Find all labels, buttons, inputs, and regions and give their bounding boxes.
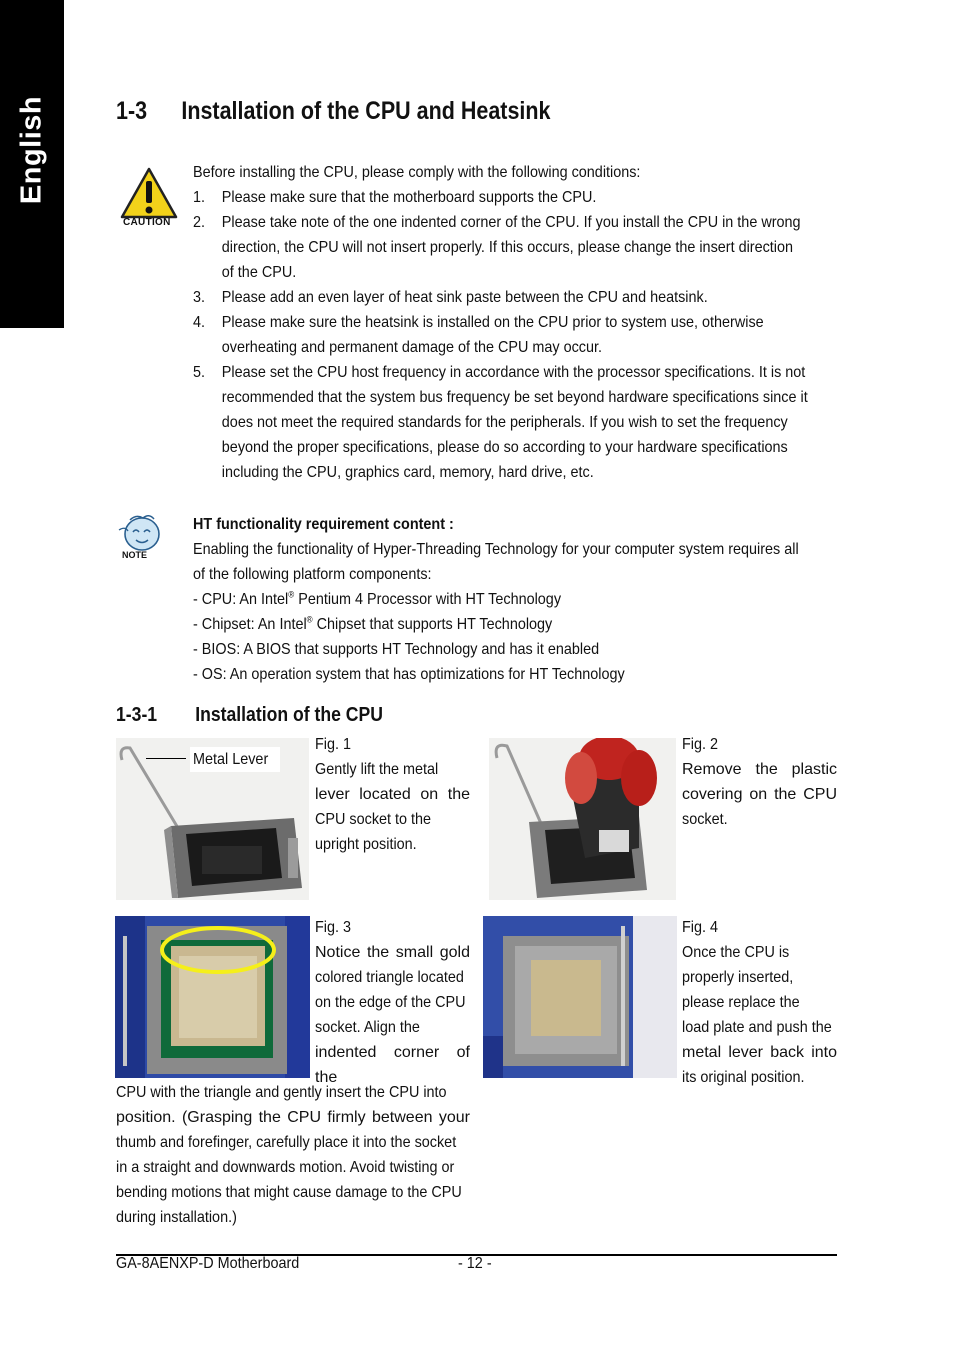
metal-lever-callout-line bbox=[146, 758, 186, 759]
caution-item-text: Please make sure that the motherboard supports the CPU. bbox=[221, 189, 597, 206]
fig4-photo bbox=[483, 916, 677, 1078]
fig3-label: Fig. 3 bbox=[315, 919, 352, 936]
caution-item-number: 2. bbox=[193, 214, 206, 231]
fig4-line: load plate and push the bbox=[682, 1019, 832, 1036]
note-os-req: - OS: An operation system that has optimizations for HT Technology bbox=[193, 666, 625, 683]
caution-list-item bbox=[193, 285, 837, 310]
note-cpu-pre: - CPU: An Intel bbox=[193, 591, 289, 608]
fig3-cont-line: in a straight and downwards motion. Avoid twisting or bbox=[116, 1159, 455, 1176]
fig3-cont-line: position. (Grasping the CPU firmly between your bbox=[116, 1109, 470, 1126]
footer-model: GA-8AENXP-D Motherboard bbox=[116, 1255, 300, 1272]
caution-item-text: recommended that the system bus frequency be set beyond hardware specifications since it bbox=[221, 389, 808, 406]
note-chipset-pre: - Chipset: An Intel bbox=[193, 616, 307, 633]
caution-list-item bbox=[193, 460, 837, 485]
fig3-continued bbox=[116, 1080, 500, 1230]
fig2-line: socket. bbox=[682, 811, 728, 828]
caution-text bbox=[193, 160, 908, 485]
caution-item-text: does not meet the required standards for the peripherals. If you wish to set the frequency bbox=[221, 414, 788, 431]
note-cpu-post: Pentium 4 Processor with HT Technology bbox=[294, 591, 562, 608]
fig3-line: Notice the small gold bbox=[315, 944, 470, 961]
caution-intro: Before installing the CPU, please comply with the following conditions: bbox=[193, 164, 641, 181]
fig3-cont-line: thumb and forefinger, carefully place it into the socket bbox=[116, 1134, 457, 1151]
caution-item-text: Please add an even layer of heat sink paste between the CPU and heatsink. bbox=[221, 289, 708, 306]
note-line-2: of the following platform components: bbox=[193, 566, 432, 583]
fig3-line: colored triangle located bbox=[315, 969, 464, 986]
caution-list bbox=[193, 185, 908, 485]
fig2-label: Fig. 2 bbox=[682, 736, 719, 753]
note-chipset-req bbox=[193, 612, 837, 637]
note-chipset-reg: ® bbox=[306, 614, 313, 625]
metal-lever-callout bbox=[190, 747, 280, 772]
fig4-line: its original position. bbox=[682, 1069, 805, 1086]
section-title: Installation of the CPU and Heatsink bbox=[181, 97, 551, 125]
caution-list-item bbox=[193, 335, 837, 360]
subsection-number: 1-3-1 bbox=[116, 704, 158, 726]
fig3-caption bbox=[315, 915, 482, 1086]
fig4-line: Once the CPU is bbox=[682, 944, 790, 961]
fig4-line: please replace the bbox=[682, 994, 800, 1011]
fig4-caption bbox=[682, 915, 848, 1090]
caution-item-number: 4. bbox=[193, 314, 206, 331]
caution-list-item bbox=[193, 185, 837, 210]
caution-list-item bbox=[193, 385, 837, 410]
fig4-line: metal lever back into bbox=[682, 1044, 837, 1061]
note-cpu-req bbox=[193, 587, 837, 612]
note-icon bbox=[116, 512, 164, 564]
fig1-line: upright position. bbox=[315, 836, 417, 853]
caution-icon bbox=[120, 167, 180, 231]
caution-list-item bbox=[193, 360, 837, 385]
fig3-cont-line: CPU with the triangle and gently insert the CPU into bbox=[116, 1084, 447, 1101]
fig2-photo bbox=[489, 738, 676, 900]
caution-item-text: of the CPU. bbox=[221, 264, 297, 281]
caution-list-item bbox=[193, 310, 837, 335]
fig3-line: socket. Align the bbox=[315, 1019, 420, 1036]
fig3-line: indented corner of the bbox=[315, 1044, 470, 1086]
caution-list-item bbox=[193, 435, 837, 460]
caution-item-number: 5. bbox=[193, 364, 206, 381]
fig1-line: lever located on the bbox=[315, 786, 470, 803]
fig1-caption bbox=[315, 732, 470, 857]
caution-icon-label: CAUTION bbox=[123, 217, 171, 228]
caution-list-item bbox=[193, 410, 837, 435]
caution-list-item bbox=[193, 210, 837, 235]
note-bios-req: - BIOS: A BIOS that supports HT Technology and has it enabled bbox=[193, 641, 600, 658]
note-icon-label: NOTE bbox=[122, 550, 148, 560]
note-cpu-reg: ® bbox=[288, 589, 295, 600]
note-heading: HT functionality requirement content : bbox=[193, 516, 454, 533]
caution-item-text: direction, the CPU will not insert properly. If this occurs, please change the insert direction bbox=[221, 239, 794, 256]
note-chipset-post: Chipset that supports HT Technology bbox=[312, 616, 553, 633]
caution-item-text: overheating and permanent damage of the CPU may occur. bbox=[221, 339, 603, 356]
fig3-cont-line: during installation.) bbox=[116, 1209, 237, 1226]
caution-item-number: 3. bbox=[193, 289, 206, 306]
caution-item-text: Please take note of the one indented corner of the CPU. If you install the CPU in the wrong bbox=[221, 214, 801, 231]
fig1-label: Fig. 1 bbox=[315, 736, 352, 753]
language-label: English bbox=[15, 95, 48, 205]
caution-item-text: Please make sure the heatsink is installed on the CPU prior to system use, otherwise bbox=[221, 314, 764, 331]
section-number: 1-3 bbox=[116, 97, 148, 125]
note-line-1: Enabling the functionality of Hyper-Threading Technology for your computer system requires all bbox=[193, 541, 799, 558]
fig4-label: Fig. 4 bbox=[682, 919, 719, 936]
caution-list-item bbox=[193, 260, 837, 285]
subsection-heading bbox=[116, 704, 383, 727]
footer-page-number: - 12 - bbox=[458, 1255, 492, 1272]
fig2-line: covering on the CPU bbox=[682, 786, 837, 803]
caution-item-text: Please set the CPU host frequency in accordance with the processor specifications. It is not bbox=[221, 364, 806, 381]
fig3-photo bbox=[115, 916, 310, 1078]
caution-item-number: 1. bbox=[193, 189, 206, 206]
language-side-tab bbox=[0, 0, 64, 328]
fig1-line: Gently lift the metal bbox=[315, 761, 439, 778]
fig2-line: Remove the plastic bbox=[682, 761, 837, 778]
fig4-line: properly inserted, bbox=[682, 969, 794, 986]
section-heading bbox=[116, 97, 551, 126]
caution-item-text: including the CPU, graphics card, memory, hard drive, etc. bbox=[221, 464, 594, 481]
fig1-line: CPU socket to the bbox=[315, 811, 432, 828]
caution-list-item bbox=[193, 235, 837, 260]
note-text bbox=[193, 512, 908, 687]
caution-item-text: beyond the proper specifications, please do so according to your hardware specifications bbox=[221, 439, 788, 456]
metal-lever-label: Metal Lever bbox=[193, 751, 269, 768]
fig3-line: on the edge of the CPU bbox=[315, 994, 466, 1011]
fig3-cont-line: bending motions that might cause damage to the CPU bbox=[116, 1184, 462, 1201]
fig2-caption bbox=[682, 732, 837, 832]
subsection-title: Installation of the CPU bbox=[195, 704, 383, 726]
